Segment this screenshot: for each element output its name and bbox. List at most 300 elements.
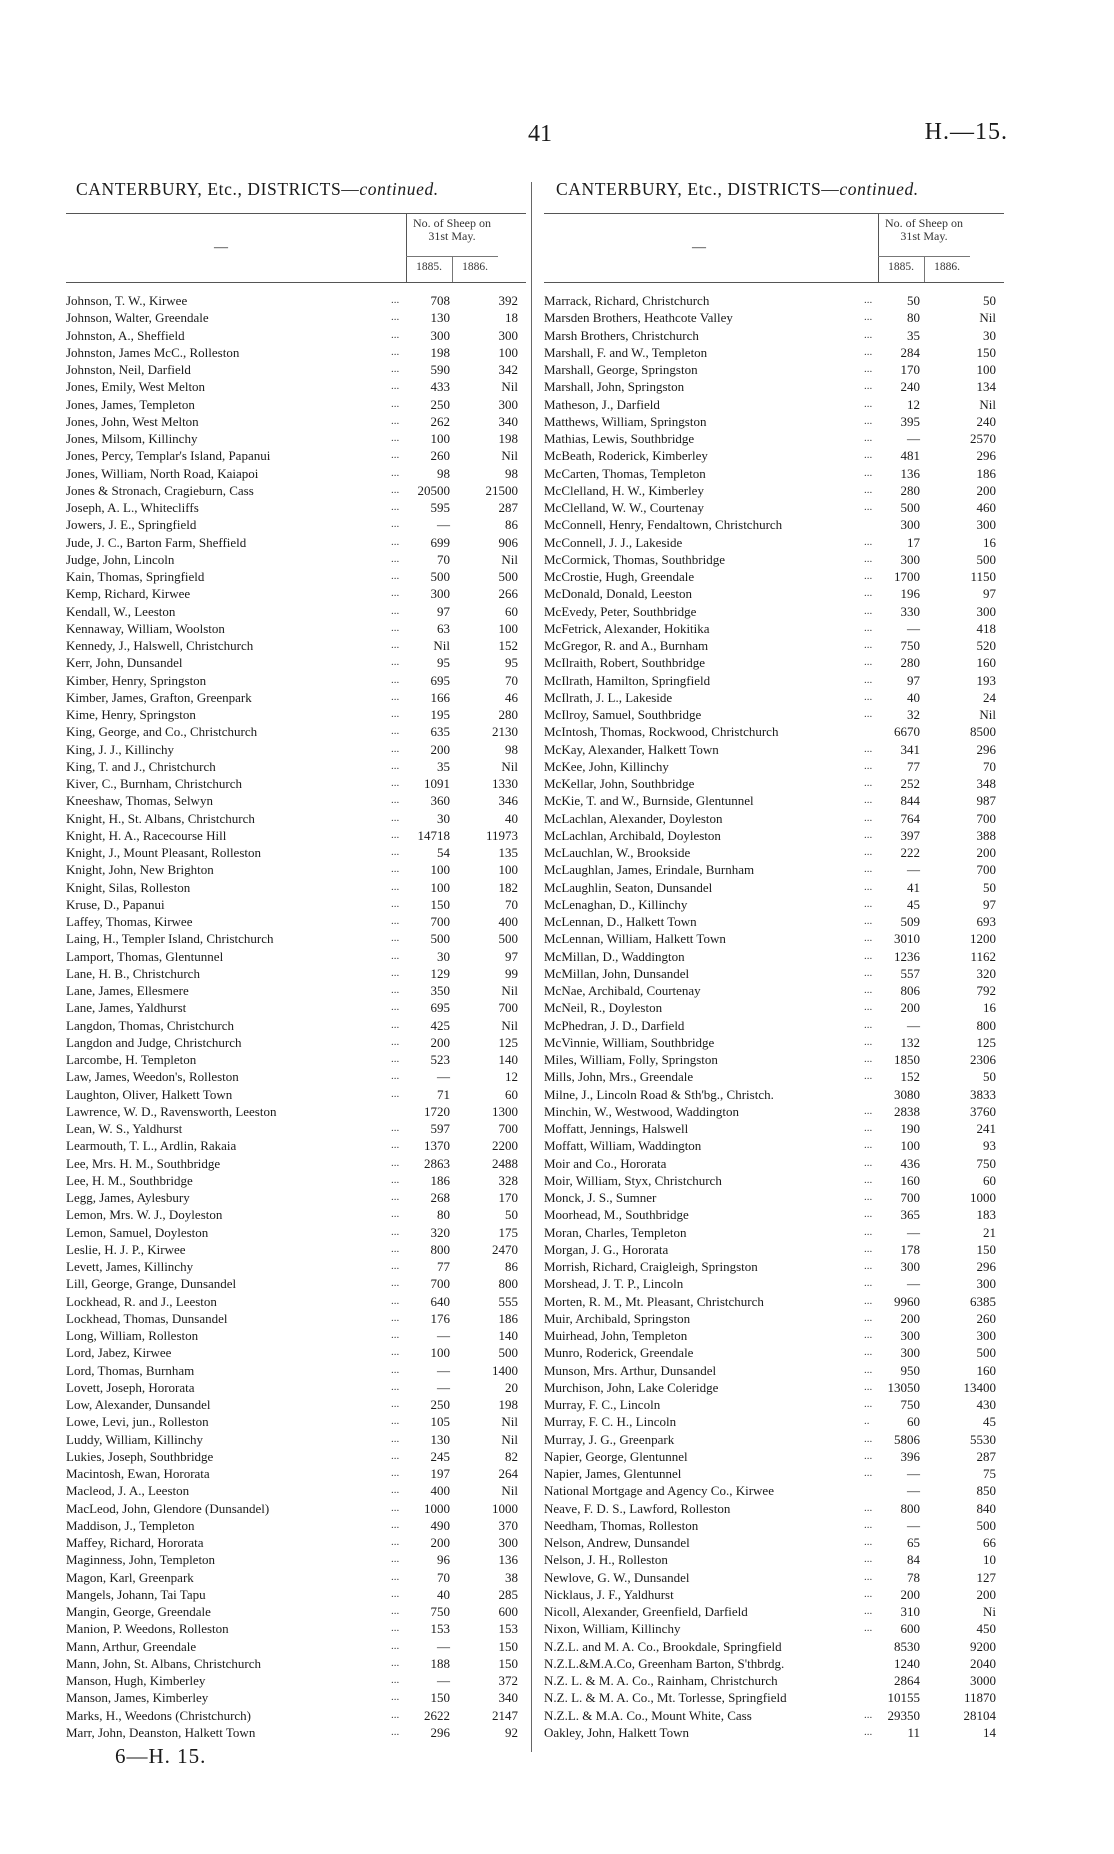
table-row (66, 930, 526, 947)
sheep-1886: 1300 (492, 1103, 518, 1119)
owner-name: Leslie, H. J. P., Kirwee (66, 1241, 186, 1257)
left-title-main: CANTERBURY, Etc., DISTRICTS— (76, 179, 360, 199)
leader-dots: ... (864, 380, 873, 393)
sheep-1886: 500 (976, 1517, 996, 1533)
leader-dots: ... (391, 1329, 400, 1341)
sheep-1886: 75 (983, 1466, 996, 1481)
owner-name: Minchin, W., Westwood, Waddington (544, 1103, 739, 1119)
owner-name: McClelland, W. W., Courtenay (544, 500, 704, 515)
owner-name: Jones, John, West Melton (66, 413, 199, 429)
owner-name: Maffey, Richard, Hororata (66, 1535, 204, 1550)
sheep-1886: 700 (976, 862, 996, 878)
sheep-1886: 296 (976, 1259, 996, 1274)
sheep-1885: 60 (907, 1414, 920, 1430)
sheep-1886: 346 (498, 793, 518, 809)
sheep-1886: 14 (983, 1724, 996, 1740)
table-row (544, 378, 1004, 395)
owner-name: Mann, Arthur, Greendale (66, 1638, 197, 1654)
leader-dots: ... (864, 294, 873, 306)
sheep-1886: 100 (498, 862, 518, 878)
table-row (544, 1155, 1004, 1172)
sheep-1885: 14718 (417, 827, 450, 843)
owner-name: McKee, John, Killinchy (544, 758, 669, 774)
sheep-1885: 1240 (894, 1655, 920, 1671)
sheep-1885: 397 (900, 827, 920, 843)
sheep-1886: 193 (976, 672, 996, 688)
owner-name: Newlove, G. W., Dunsandel (544, 1569, 690, 1585)
sheep-1885: 240 (900, 379, 920, 395)
sheep-1885: 250 (430, 1397, 450, 1412)
table-row (544, 1396, 1004, 1413)
leader-dots: ... (864, 1622, 873, 1635)
sheep-1885: 500 (430, 569, 450, 584)
sheep-1886: 60 (505, 1086, 518, 1102)
owner-name: Milne, J., Lincoln Road & Sth'bg., Christch. (544, 1086, 774, 1102)
leader-dots: ... (864, 1208, 873, 1221)
table-row (66, 1396, 526, 1413)
sheep-1886: Nil (501, 551, 518, 567)
table-row (66, 827, 526, 844)
owner-name: N.Z. L. & M. A. Co., Mt. Torlesse, Springfield (544, 1690, 787, 1706)
sheep-1885: 200 (900, 1310, 920, 1326)
sheep-1885: — (907, 1276, 920, 1292)
leader-dots: ... (391, 501, 400, 513)
table-row (66, 982, 526, 999)
table-row (66, 672, 526, 689)
sheep-1886: 11973 (485, 827, 518, 843)
table-row (66, 1310, 526, 1327)
table-row (66, 654, 526, 671)
sheep-1886: 987 (976, 793, 996, 809)
sheep-1886: 460 (976, 500, 996, 515)
table-row (66, 396, 526, 413)
table-row (66, 706, 526, 723)
leader-dots: ... (391, 1225, 400, 1238)
sheep-1885: 2838 (894, 1103, 920, 1119)
sheep-1885: — (907, 1466, 920, 1481)
sheep-1885: 100 (430, 1345, 450, 1361)
owner-name: Muirhead, John, Templeton (544, 1328, 688, 1343)
sheep-1885: 8530 (894, 1638, 920, 1654)
sheep-1886: 264 (498, 1466, 518, 1481)
owner-name: McIlrath, J. L., Lakeside (544, 689, 673, 705)
owner-name: Neave, F. D. S., Lawford, Rolleston (544, 1500, 731, 1516)
sheep-1886: 2040 (970, 1655, 996, 1671)
leader-dots: ... (391, 846, 400, 858)
sheep-1886: 135 (498, 845, 518, 860)
sheep-1886: 95 (505, 655, 518, 671)
owner-name: McClelland, H. W., Kimberley (544, 482, 704, 498)
sheep-1885: 320 (430, 1224, 450, 1240)
table-row (544, 861, 1004, 878)
leader-dots: ... (864, 846, 873, 858)
leader-dots: ... (864, 1432, 873, 1445)
leader-dots: ... (391, 984, 400, 996)
sheep-1886: Nil (501, 448, 518, 464)
table-row (66, 1517, 526, 1534)
owner-name: Matthews, William, Springston (544, 413, 707, 429)
table-row (544, 413, 1004, 430)
leader-dots: ... (864, 932, 873, 945)
leader-dots: ... (391, 466, 400, 479)
leader-dots: ... (391, 1139, 400, 1152)
table-row (544, 1137, 1004, 1154)
sheep-1886: 1200 (970, 931, 996, 947)
sheep-1885: 95 (437, 655, 450, 671)
leader-dots: ... (864, 1553, 873, 1566)
table-row (66, 1689, 526, 1706)
leader-dots: ... (864, 1191, 873, 1203)
left-sheep-group-header: No. of Sheep on 31st May. (413, 216, 491, 243)
leader-dots: ... (864, 1605, 873, 1617)
sheep-1885: 600 (900, 1621, 920, 1637)
sheep-1886: 140 (498, 1328, 518, 1343)
left-name-header: — (214, 240, 228, 255)
sheep-1886: Nil (501, 758, 518, 774)
sheep-1886: 93 (983, 1138, 996, 1154)
owner-name: Moir and Co., Hororata (544, 1155, 667, 1171)
owner-name: McMillan, D., Waddington (544, 948, 685, 964)
sheep-1885: 300 (900, 551, 920, 567)
leader-dots: ... (864, 1380, 873, 1393)
sheep-1885: 1091 (424, 776, 450, 791)
leader-dots: ... (391, 1708, 400, 1721)
sheep-1886: 260 (976, 1310, 996, 1326)
owner-name: Moir, William, Styx, Christchurch (544, 1172, 722, 1188)
table-row (544, 844, 1004, 861)
sheep-1886: 127 (976, 1569, 996, 1585)
leader-dots: ... (391, 1346, 400, 1359)
sheep-1886: 300 (498, 396, 518, 412)
sheep-1886: 1000 (492, 1500, 518, 1516)
table-row (66, 1379, 526, 1396)
leader-dots: ... (864, 1173, 873, 1186)
table-row (544, 1241, 1004, 1258)
leader-dots: ... (864, 501, 873, 513)
leader-dots: ... (864, 1725, 873, 1738)
owner-name: McLennan, D., Halkett Town (544, 914, 697, 929)
sheep-1886: 136 (498, 1552, 518, 1568)
leader-dots: ... (864, 604, 873, 617)
sheep-1885: 950 (900, 1362, 920, 1378)
leader-dots: ... (864, 587, 873, 600)
owner-name: Lee, Mrs. H. M., Southbridge (66, 1155, 221, 1171)
sheep-1886: 40 (505, 810, 518, 826)
leader-dots: ... (391, 1018, 400, 1031)
table-row (544, 930, 1004, 947)
sheep-1885: 176 (430, 1310, 450, 1326)
leader-dots: ... (864, 1139, 873, 1152)
owner-name: Kennedy, J., Halswell, Christchurch (66, 638, 254, 653)
sheep-1885: 490 (430, 1517, 450, 1533)
right-name-header: — (692, 240, 706, 255)
leader-dots: ... (864, 414, 873, 427)
table-row (66, 1034, 526, 1051)
leader-dots: ... (391, 1001, 400, 1014)
sheep-1886: 2306 (970, 1052, 996, 1067)
owner-name: MacLeod, John, Glendore (Dunsandel) (66, 1500, 270, 1516)
sheep-1885: 3010 (894, 931, 920, 947)
table-row (544, 1517, 1004, 1534)
sheep-1886: 45 (983, 1414, 996, 1430)
sheep-1886: 100 (976, 362, 996, 377)
leader-dots: ... (864, 828, 873, 841)
owner-name: Lill, George, Grange, Dunsandel (66, 1276, 237, 1292)
right-sheep-group-header: No. of Sheep on 31st May. (885, 216, 963, 243)
leader-dots: ... (864, 1329, 873, 1341)
sheep-1886: 800 (498, 1276, 518, 1292)
leader-dots: ... (391, 1484, 400, 1497)
owner-name: Knight, H., St. Albans, Christchurch (66, 810, 255, 826)
owner-name: Kemp, Richard, Kirwee (66, 586, 191, 602)
right-title-main: CANTERBURY, Etc., DISTRICTS— (556, 179, 840, 199)
table-row (544, 706, 1004, 723)
sheep-1886: 3833 (970, 1086, 996, 1102)
table-row (544, 792, 1004, 809)
leader-dots: ... (391, 1156, 400, 1169)
table-row (66, 1258, 526, 1275)
sheep-1886: 500 (498, 569, 518, 584)
leader-dots: ... (864, 880, 873, 893)
table-row (544, 1620, 1004, 1637)
owner-name: McBeath, Roderick, Kimberley (544, 448, 708, 464)
sheep-1885: 97 (907, 672, 920, 688)
table-row (544, 1103, 1004, 1120)
leader-dots: ... (391, 690, 400, 703)
table-row (544, 551, 1004, 568)
sheep-1885: 1370 (424, 1138, 450, 1154)
sheep-1885: — (907, 862, 920, 878)
leader-dots: ... (864, 897, 873, 910)
sheep-1886: 285 (498, 1586, 518, 1602)
owner-name: Lane, H. B., Christchurch (66, 965, 200, 981)
sheep-1885: 200 (900, 1586, 920, 1602)
sheep-1885: — (437, 1362, 450, 1378)
sheep-1885: 40 (907, 689, 920, 705)
owner-name: Knight, H. A., Racecourse Hill (66, 827, 227, 843)
sheep-1886: 98 (505, 465, 518, 481)
sheep-1886: 287 (498, 500, 518, 515)
right-column (544, 178, 1004, 1741)
leader-dots: ... (391, 604, 400, 617)
leader-dots: ... (391, 1208, 400, 1221)
sheep-1886: 340 (498, 1690, 518, 1706)
table-row (544, 1310, 1004, 1327)
owner-name: McConnell, J. J., Lakeside (544, 534, 683, 550)
owner-name: Learmouth, T. L., Ardlin, Rakaia (66, 1138, 237, 1154)
sheep-1886: 287 (976, 1448, 996, 1464)
owner-name: Law, James, Weedon's, Rolleston (66, 1069, 239, 1085)
sheep-1885: 13050 (887, 1379, 920, 1395)
sheep-1886: 500 (498, 931, 518, 947)
owner-name: Lemon, Mrs. W. J., Doyleston (66, 1207, 223, 1223)
leader-dots: ... (391, 1467, 400, 1479)
table-row (66, 1500, 526, 1517)
owner-name: McFetrick, Alexander, Hokitika (544, 620, 710, 636)
sheep-1886: 2488 (492, 1155, 518, 1171)
table-row (66, 965, 526, 982)
sheep-1885: 360 (430, 793, 450, 809)
leader-dots: ... (391, 915, 400, 927)
sheep-1886: 700 (498, 1121, 518, 1136)
left-table-body (66, 292, 526, 1741)
sheep-1885: 11 (907, 1724, 920, 1740)
sheep-1885: 130 (430, 310, 450, 326)
leader-dots: ... (864, 432, 873, 444)
sheep-1886: 70 (505, 672, 518, 688)
owner-name: Knight, Silas, Rolleston (66, 879, 191, 895)
sheep-1885: 35 (907, 327, 920, 343)
sheep-1886: 555 (498, 1293, 518, 1309)
leader-dots: ... (391, 570, 400, 582)
sheep-1885: — (907, 1017, 920, 1033)
table-row (66, 1431, 526, 1448)
sheep-1885: 45 (907, 896, 920, 912)
sheep-1885: 41 (907, 879, 920, 895)
owner-name: Macintosh, Ewan, Hororata (66, 1466, 210, 1481)
leader-dots: ... (391, 932, 400, 945)
left-column (66, 178, 526, 1741)
owner-name: Knight, John, New Brighton (66, 862, 214, 878)
owner-name: McKay, Alexander, Halkett Town (544, 741, 719, 757)
owner-name: Monck, J. S., Sumner (544, 1190, 657, 1205)
leader-dots: ... (864, 639, 873, 651)
sheep-1886: 86 (505, 517, 518, 533)
sheep-1886: 500 (976, 551, 996, 567)
sheep-1886: 60 (983, 1172, 996, 1188)
leader-dots: ... (391, 1432, 400, 1445)
table-row (66, 775, 526, 792)
leader-dots: ... (864, 570, 873, 582)
sheep-1886: 16 (983, 534, 996, 550)
leader-dots: ... (391, 1622, 400, 1635)
owner-name: Johnston, Neil, Darfield (66, 362, 191, 377)
sheep-1886: 520 (976, 638, 996, 653)
sheep-1885: 186 (430, 1172, 450, 1188)
owner-name: Morgan, J. G., Hororata (544, 1241, 669, 1257)
table-row (66, 1189, 526, 1206)
sheep-1885: 200 (900, 1000, 920, 1016)
leader-dots: ... (864, 811, 873, 824)
owner-name: Manson, Hugh, Kimberley (66, 1673, 206, 1688)
table-row (544, 741, 1004, 758)
leader-dots: ... (864, 397, 873, 410)
owner-name: Mangin, George, Greendale (66, 1604, 211, 1619)
right-table-body (544, 292, 1004, 1741)
owner-name: Lovett, Joseph, Hororata (66, 1379, 195, 1395)
sheep-1886: 28104 (963, 1707, 996, 1723)
owner-name: Moran, Charles, Templeton (544, 1224, 687, 1240)
leader-dots: ... (864, 1536, 873, 1548)
owner-name: Morten, R. M., Mt. Pleasant, Christchurch (544, 1293, 764, 1309)
sheep-1885: 2864 (894, 1673, 920, 1688)
owner-name: Lemon, Samuel, Doyleston (66, 1224, 209, 1240)
owner-name: McIlrath, Hamilton, Springfield (544, 672, 711, 688)
owner-name: McKellar, John, Southbridge (544, 776, 695, 791)
sheep-1886: 11870 (963, 1690, 996, 1706)
sheep-1885: 500 (430, 931, 450, 947)
leader-dots: ... (864, 966, 873, 979)
sheep-1886: 198 (498, 1397, 518, 1412)
sheep-1885: 3080 (894, 1086, 920, 1102)
leader-dots: ... (391, 1173, 400, 1186)
table-row (544, 1586, 1004, 1603)
owner-name: Marshall, F. and W., Templeton (544, 344, 708, 360)
leader-dots: ... (391, 1294, 400, 1307)
owner-name: Lane, James, Yaldhurst (66, 1000, 187, 1016)
sheep-1885: 365 (900, 1207, 920, 1223)
sheep-1885: 700 (900, 1190, 920, 1205)
sheep-1886: 340 (498, 413, 518, 429)
table-row (66, 896, 526, 913)
sheep-1886: Nil (501, 1483, 518, 1499)
right-table-header (544, 213, 1004, 283)
sheep-1886: 370 (498, 1517, 518, 1533)
sheep-1885: 750 (900, 638, 920, 653)
leader-dots: ... (391, 1518, 400, 1531)
table-row (66, 1293, 526, 1310)
sheep-1886: Nil (501, 1414, 518, 1430)
table-row (66, 1569, 526, 1586)
leader-dots: ... (391, 1725, 400, 1738)
table-row (544, 1551, 1004, 1568)
leader-dots: ... (391, 639, 400, 651)
leader-dots: ... (391, 621, 400, 634)
sheep-1885: — (907, 620, 920, 636)
leader-dots: ... (864, 708, 873, 720)
owner-name: McEvedy, Peter, Southbridge (544, 603, 697, 619)
leader-dots: ... (864, 1570, 873, 1583)
owner-name: Marshall, John, Springston (544, 379, 685, 395)
sheep-1885: 262 (430, 413, 450, 429)
owner-name: Muir, Archibald, Springston (544, 1310, 691, 1326)
sheep-1885: 65 (907, 1535, 920, 1550)
sheep-1885: 130 (430, 1431, 450, 1447)
owner-name: McConnell, Henry, Fendaltown, Christchurch (544, 517, 783, 533)
table-row (66, 1362, 526, 1379)
sheep-1885: 100 (900, 1138, 920, 1154)
sheep-1886: 700 (498, 1000, 518, 1016)
table-row (66, 603, 526, 620)
sheep-1885: 166 (430, 689, 450, 705)
sheep-1885: 708 (430, 293, 450, 308)
owner-name: Marshall, George, Springston (544, 362, 698, 377)
leader-dots: ... (391, 777, 400, 789)
sheep-1885: 129 (430, 965, 450, 981)
sheep-1886: 1000 (970, 1190, 996, 1205)
sheep-1886: 750 (976, 1155, 996, 1171)
table-row (544, 1431, 1004, 1448)
sheep-1886: 160 (976, 1362, 996, 1378)
sheep-1886: 160 (976, 655, 996, 671)
sheep-1885: 500 (900, 500, 920, 515)
owner-name: Kain, Thomas, Springfield (66, 569, 205, 584)
sheep-1885: 260 (430, 448, 450, 464)
owner-name: Lockhead, Thomas, Dunsandel (66, 1310, 228, 1326)
leader-dots: ... (864, 1225, 873, 1238)
owner-name: Nicklaus, J. F., Yaldhurst (544, 1586, 674, 1602)
owner-name: Mann, John, St. Albans, Christchurch (66, 1655, 261, 1671)
leader-dots: ... (864, 1311, 873, 1324)
sheep-1886: 198 (498, 431, 518, 446)
table-row (66, 792, 526, 809)
sheep-1886: 388 (976, 827, 996, 843)
sheep-1885: 695 (430, 1000, 450, 1016)
table-row (66, 689, 526, 706)
leader-dots: ... (864, 1467, 873, 1479)
sheep-1886: 3000 (970, 1673, 996, 1688)
leader-dots: ... (864, 1294, 873, 1307)
